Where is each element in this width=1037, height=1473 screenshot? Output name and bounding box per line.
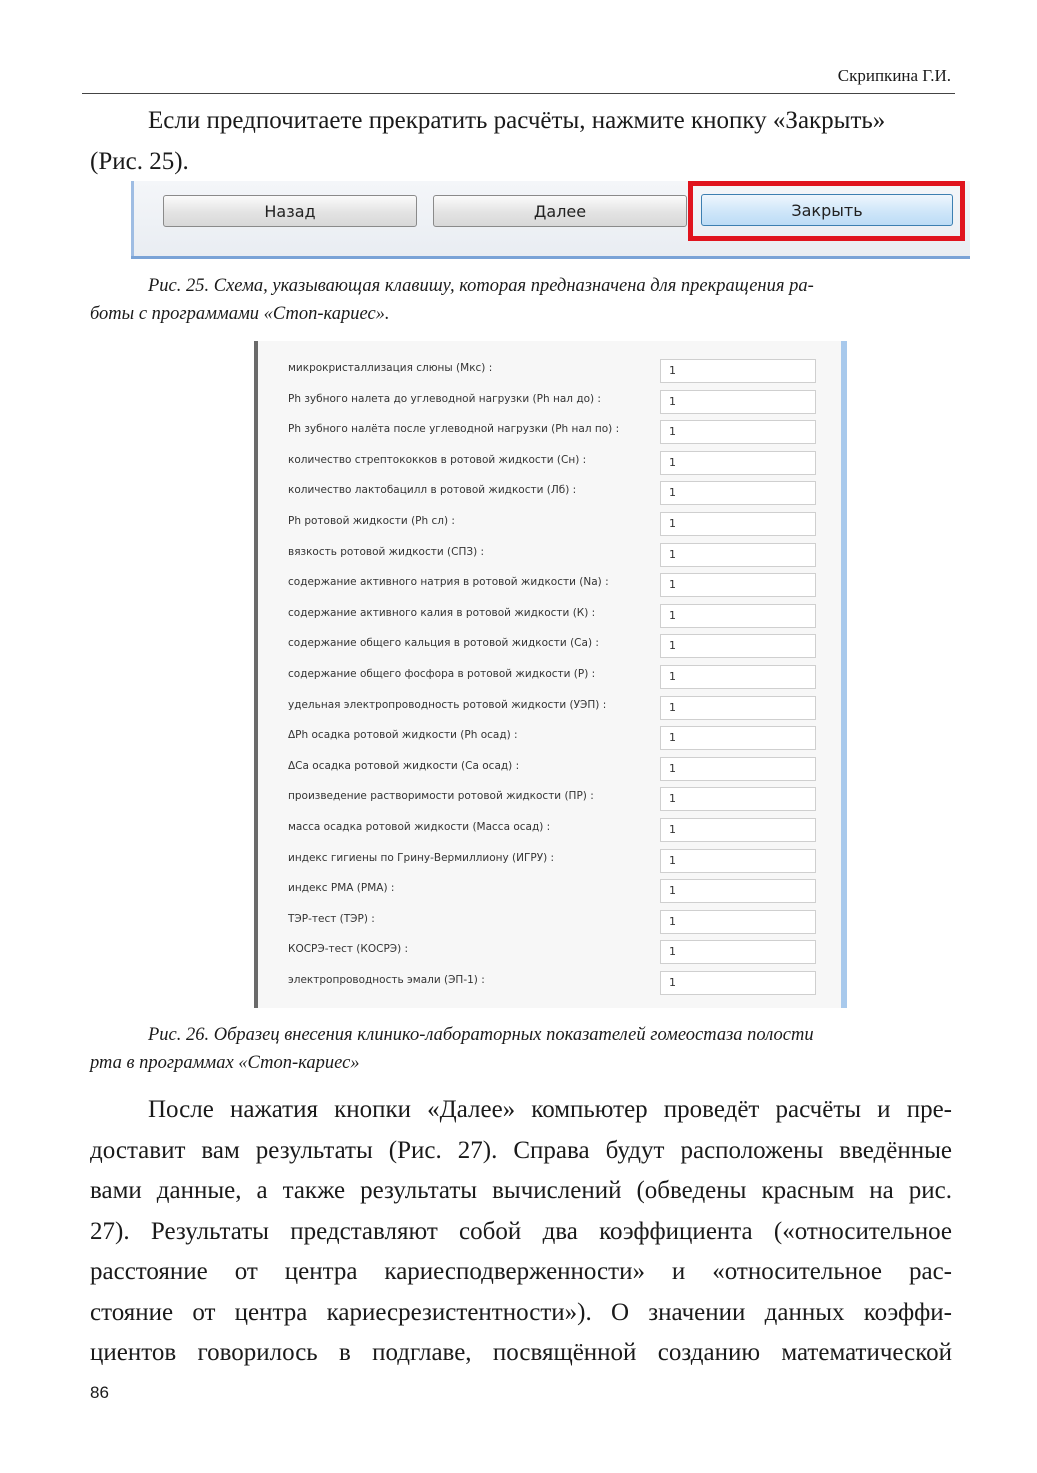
- form-field-input[interactable]: 1: [660, 665, 816, 689]
- figure-26-caption: [90, 1021, 954, 1077]
- form-row: [258, 785, 847, 816]
- figure-25-caption-line-2: боты с программами «Стоп-кариес».: [90, 304, 390, 324]
- form-field-label: Ph зубного налета до углеводной нагрузки (Ph нал до) :: [288, 392, 601, 405]
- form-row: [258, 449, 847, 480]
- intro-line-2: (Рис. 25).: [90, 147, 189, 175]
- body-line: После нажатия кнопки «Далее» компьютер проведёт расчёты и пре-: [148, 1096, 952, 1123]
- form-row: [258, 632, 847, 663]
- form-field-input[interactable]: 1: [660, 818, 816, 842]
- form-field-input[interactable]: 1: [660, 726, 816, 750]
- figure-25-button-bar: [131, 181, 970, 259]
- form-field-input[interactable]: 1: [660, 634, 816, 658]
- form-field-label: микрокристаллизация слюны (Мкс) :: [288, 362, 493, 374]
- form-field-label: масса осадка ротовой жидкости (Масса осад) :: [288, 821, 551, 833]
- form-field-input[interactable]: 1: [660, 971, 816, 995]
- figure-26-caption-line-2: рта в программах «Стоп-кариес»: [90, 1053, 360, 1073]
- back-button[interactable]: Назад: [163, 195, 417, 227]
- form-field-label: содержание активного натрия в ротовой жидкости (Na) :: [288, 576, 609, 589]
- next-button[interactable]: Далее: [433, 195, 687, 227]
- form-field-label: вязкость ротовой жидкости (СПЗ) :: [288, 545, 485, 558]
- body-line: стояние от центра кариесрезистентности»). О значении данных коэффи-: [90, 1298, 952, 1326]
- form-row: [258, 357, 847, 388]
- intro-paragraph: [90, 101, 952, 182]
- form-field-input[interactable]: 1: [660, 420, 816, 444]
- form-row: [258, 938, 847, 969]
- form-row: [258, 418, 847, 449]
- form-field-label: содержание активного калия в ротовой жидкости (К) :: [288, 606, 596, 619]
- form-field-input[interactable]: 1: [660, 940, 816, 964]
- form-field-label: ТЭР-тест (ТЭР) :: [288, 912, 375, 925]
- form-field-label: количество лактобацилл в ротовой жидкости (Лб) :: [288, 484, 577, 497]
- form-field-label: содержание общего кальция в ротовой жидкости (Са) :: [288, 637, 599, 650]
- form-row: [258, 908, 847, 939]
- form-field-label: удельная электропроводность ротовой жидкости (УЭП) :: [288, 698, 607, 711]
- form-field-input[interactable]: 1: [660, 512, 816, 536]
- form-row: [258, 969, 847, 1000]
- form-field-input[interactable]: 1: [660, 849, 816, 873]
- form-row: [258, 755, 847, 786]
- form-field-input[interactable]: 1: [660, 910, 816, 934]
- form-row: [258, 847, 847, 878]
- form-field-label: электропроводность эмали (ЭП-1) :: [288, 974, 485, 986]
- form-row: [258, 571, 847, 602]
- form-row: [258, 510, 847, 541]
- body-line: циентов говорилось в подглаве, посвящённой созданию математической: [90, 1339, 952, 1366]
- form-row: [258, 388, 847, 419]
- form-field-input[interactable]: 1: [660, 696, 816, 720]
- form-field-input[interactable]: 1: [660, 604, 816, 628]
- form-field-input[interactable]: 1: [660, 481, 816, 505]
- form-row: [258, 663, 847, 694]
- form-row: [258, 877, 847, 908]
- form-field-input[interactable]: 1: [660, 879, 816, 903]
- figure-26-input-form: [254, 341, 847, 1008]
- form-field-input[interactable]: 1: [660, 573, 816, 597]
- form-field-input[interactable]: 1: [660, 757, 816, 781]
- body-paragraph: [90, 1090, 952, 1374]
- body-line: вами данные, а также результаты вычислений (обведены красным на рис.: [90, 1177, 952, 1204]
- figure-25-caption-line-1: Рис. 25. Схема, указывающая клавишу, которая предназначена для прекращения ра-: [148, 276, 814, 296]
- running-head: Скрипкина Г.И.: [837, 66, 951, 85]
- form-row: [258, 602, 847, 633]
- form-row: [258, 816, 847, 847]
- form-field-input[interactable]: 1: [660, 787, 816, 811]
- form-field-label: количество стрептококков в ротовой жидкости (Сн) :: [288, 453, 587, 466]
- body-line: доставит вам результаты (Рис. 27). Справа будут расположены введённые: [90, 1136, 952, 1164]
- form-field-input[interactable]: 1: [660, 390, 816, 414]
- form-field-label: ΔPh осадка ротовой жидкости (Ph осад) :: [288, 729, 518, 742]
- form-row: [258, 694, 847, 725]
- form-row: [258, 479, 847, 510]
- form-field-input[interactable]: 1: [660, 543, 816, 567]
- form-field-label: КОСРЭ-тест (КОСРЭ) :: [288, 943, 409, 956]
- form-field-label: содержание общего фосфора в ротовой жидкости (Р) :: [288, 668, 596, 680]
- form-field-input[interactable]: 1: [660, 359, 816, 383]
- form-row: [258, 724, 847, 755]
- form-field-label: Ph ротовой жидкости (Ph сл) :: [288, 515, 455, 527]
- body-line: расстояние от центра кариесподверженности» и «относительное рас-: [90, 1258, 952, 1285]
- form-field-label: ΔCa осадка ротовой жидкости (Са осад) :: [288, 759, 520, 772]
- body-line: 27). Результаты представляют собой два коэффициента («относительное: [90, 1217, 952, 1245]
- form-field-label: индекс гигиены по Грину-Вермиллиону (ИГРУ) :: [288, 851, 555, 864]
- form-field-label: произведение растворимости ротовой жидкости (ПР) :: [288, 790, 594, 803]
- page-number: 86: [90, 1383, 109, 1402]
- form-field-input[interactable]: 1: [660, 451, 816, 475]
- form-row: [258, 541, 847, 572]
- figure-26-caption-line-1: Рис. 26. Образец внесения клинико-лабораторных показателей гомеостаза полости: [148, 1025, 814, 1045]
- header-rule: [82, 93, 955, 94]
- form-field-label: индекс РМА (РМА) :: [288, 882, 395, 895]
- intro-line-1: Если предпочитаете прекратить расчёты, нажмите кнопку «Закрыть»: [148, 107, 886, 134]
- figure-25-caption: [90, 272, 954, 328]
- form-field-label: Ph зубного налёта после углеводной нагрузки (Ph нал по) :: [288, 423, 620, 436]
- close-button[interactable]: Закрыть: [701, 194, 953, 226]
